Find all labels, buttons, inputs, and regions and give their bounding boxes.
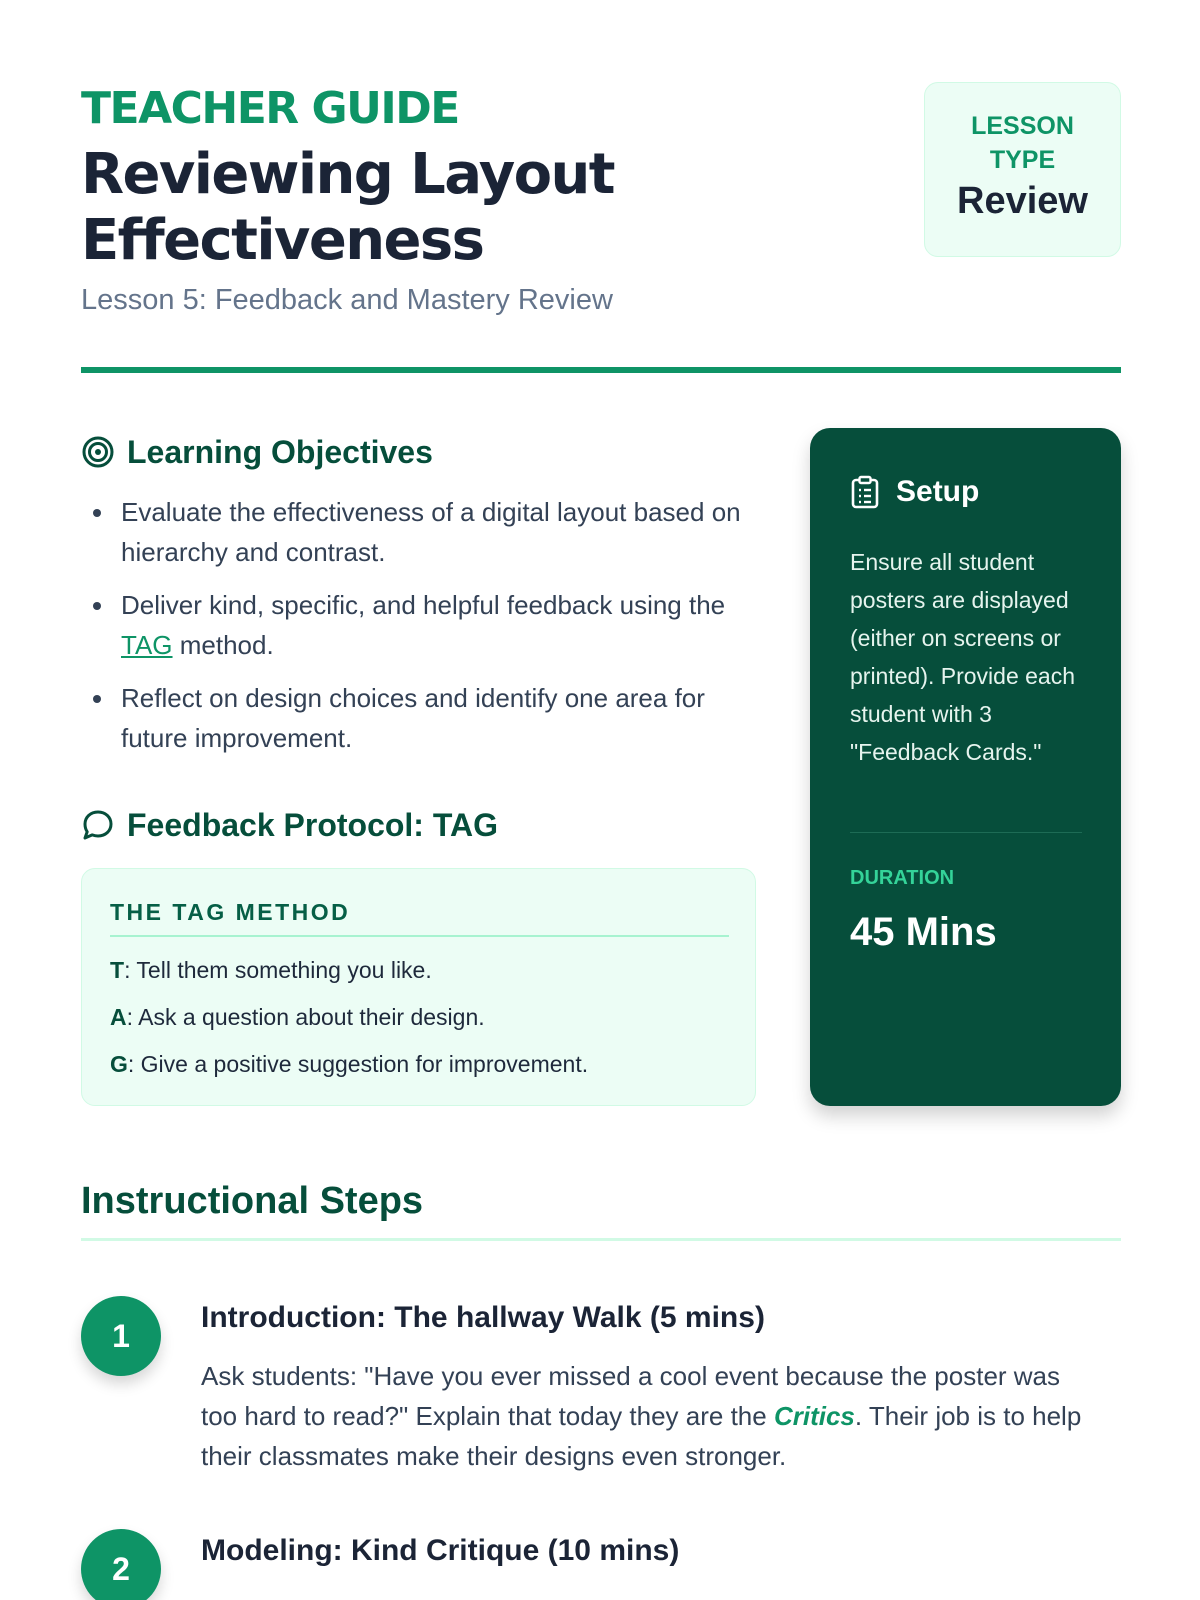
lesson-type-label xyxy=(925,109,1120,177)
tag-text: : Ask a question about their design. xyxy=(126,1004,485,1030)
bullet xyxy=(93,509,101,517)
list-item xyxy=(81,585,751,665)
step-number: 2 xyxy=(81,1529,161,1600)
feedback-protocol-heading xyxy=(81,805,498,845)
tag-letter: T xyxy=(110,957,125,983)
critics-emphasis: Critics xyxy=(773,1401,855,1431)
setup-card xyxy=(810,428,1121,1106)
step-body-before: Ask students: "Have you ever missed a cool event because the poster was too hard to read?" Explain that today they are the xyxy=(201,1361,1061,1431)
tag-row-g xyxy=(110,1049,588,1079)
objective-text-before: Deliver kind, specific, and helpful feedback using the xyxy=(121,590,726,620)
lesson-subtitle: Lesson 5: Feedback and Mastery Review xyxy=(81,284,613,316)
setup-title: Setup xyxy=(896,475,980,508)
header xyxy=(81,82,1121,372)
bullet xyxy=(93,695,101,703)
step-title: Modeling: Kind Critique (10 mins) xyxy=(201,1534,680,1567)
tag-letter: G xyxy=(110,1051,128,1077)
duration-value: 45 Mins xyxy=(850,910,997,954)
tag-method-divider xyxy=(110,935,729,937)
page-title: Reviewing Layout Effectiveness xyxy=(81,142,614,273)
tag-method-title: THE TAG METHOD xyxy=(110,899,351,925)
step-body xyxy=(201,1356,1101,1476)
step-body-after: . Their job is to help their classmates make their designs even stronger. xyxy=(201,1401,1082,1471)
setup-heading xyxy=(850,472,979,512)
learning-objectives-heading xyxy=(81,432,433,472)
speech-bubble-icon xyxy=(81,808,115,842)
step-number: 1 xyxy=(81,1296,161,1376)
tag-text: : Give a positive suggestion for improvement. xyxy=(127,1051,589,1077)
setup-text: Ensure all student posters are displayed (either on screens or printed). Provide each student with 3 "Feedback Cards." xyxy=(850,549,1076,765)
tag-row-t xyxy=(110,955,432,985)
feedback-protocol-title: Feedback Protocol: TAG xyxy=(127,807,499,843)
setup-divider xyxy=(850,832,1082,833)
instructional-steps-title: Instructional Steps xyxy=(81,1180,424,1222)
lesson-type-label-line2: TYPE xyxy=(989,146,1056,174)
bullet xyxy=(93,602,101,610)
teacher-guide-page xyxy=(81,0,1121,1600)
steps-divider xyxy=(81,1238,1121,1241)
lesson-type-badge xyxy=(924,82,1121,257)
lesson-type-value: Review xyxy=(957,180,1088,222)
tag-link[interactable]: TAG xyxy=(121,630,173,660)
tag-method-box xyxy=(81,868,756,1106)
header-divider xyxy=(81,367,1121,373)
step-title: Introduction: The hallway Walk (5 mins) xyxy=(201,1301,765,1334)
list-item xyxy=(81,678,751,758)
objective-text: Evaluate the effectiveness of a digital layout based on hierarchy and contrast. xyxy=(121,497,741,567)
target-icon xyxy=(81,435,115,469)
clipboard-icon xyxy=(850,475,880,509)
objective-text-after: method. xyxy=(172,630,274,660)
tag-row-a xyxy=(110,1002,485,1032)
objectives-list xyxy=(81,492,751,771)
learning-objectives-title: Learning Objectives xyxy=(127,434,433,470)
lesson-type-label-line1: LESSON xyxy=(971,112,1074,140)
guide-eyebrow: TEACHER GUIDE xyxy=(81,83,459,134)
tag-letter: A xyxy=(110,1004,127,1030)
list-item xyxy=(81,492,751,572)
tag-text: : Tell them something you like. xyxy=(124,957,432,983)
objective-text: Reflect on design choices and identify one area for future improvement. xyxy=(121,683,705,753)
duration-label: DURATION xyxy=(850,867,955,889)
